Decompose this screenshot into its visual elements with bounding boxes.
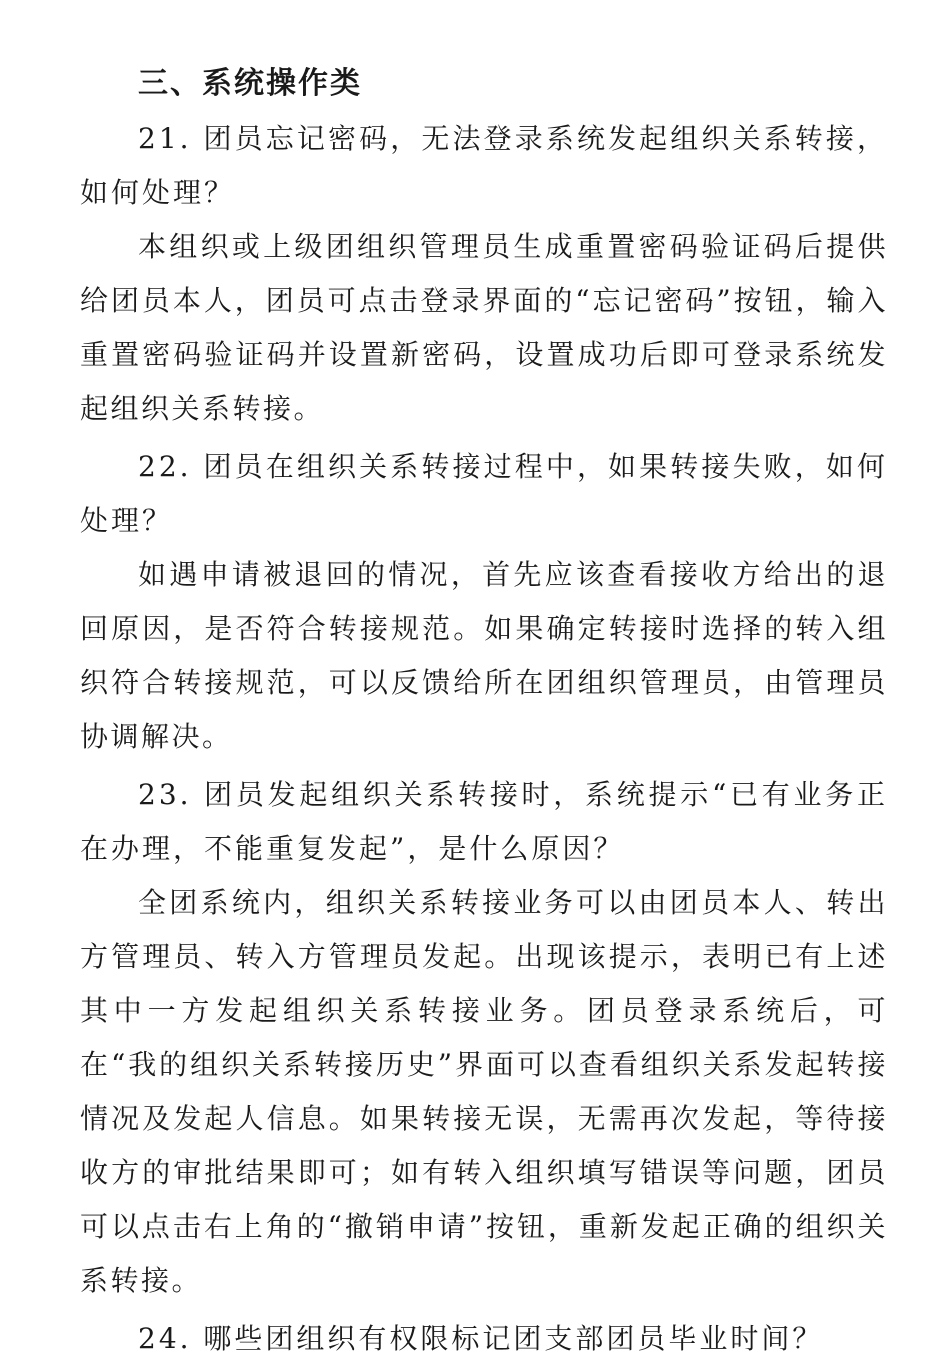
question-23: 23. 团员发起组织关系转接时，系统提示“已有业务正在办理，不能重复发起”，是什么原因？ xyxy=(80,778,888,865)
question-24: 24. 哪些团组织有权限标记团支部团员毕业时间？ xyxy=(138,1322,824,1355)
answer-22: 如遇申请被退回的情况，首先应该查看接收方给出的退回原因，是否符合转接规范。如果确定转接时选择的转入组织符合转接规范，可以反馈给所在团组织管理员，由管理员协调解决。 xyxy=(80,558,888,753)
question-22: 22. 团员在组织关系转接过程中，如果转接失败，如何处理？ xyxy=(80,450,888,537)
question-21: 21. 团员忘记密码，无法登录系统发起组织关系转接，如何处理？ xyxy=(80,122,888,209)
answer-21: 本组织或上级团组织管理员生成重置密码验证码后提供给团员本人，团员可点击登录界面的“忘记密码”按钮，输入重置密码验证码并设置新密码，设置成功后即可登录系统发起组织关系转接。 xyxy=(80,230,888,425)
answer-23: 全团系统内，组织关系转接业务可以由团员本人、转出方管理员、转入方管理员发起。出现该提示，表明已有上述其中一方发起组织关系转接业务。团员登录系统后，可在“我的组织关系转接历史”界面可以查看组织关系发起转接情况及发起人信息。如果转接无误，无需再次发起，等待接收方的审批结果即可；如有转入组织填写错误等问题，团员可以点击右上角的“撤销申请”按钮，重新发起正确的组织关系转接。 xyxy=(80,886,888,1297)
section-title: 三、系统操作类 xyxy=(138,66,362,101)
